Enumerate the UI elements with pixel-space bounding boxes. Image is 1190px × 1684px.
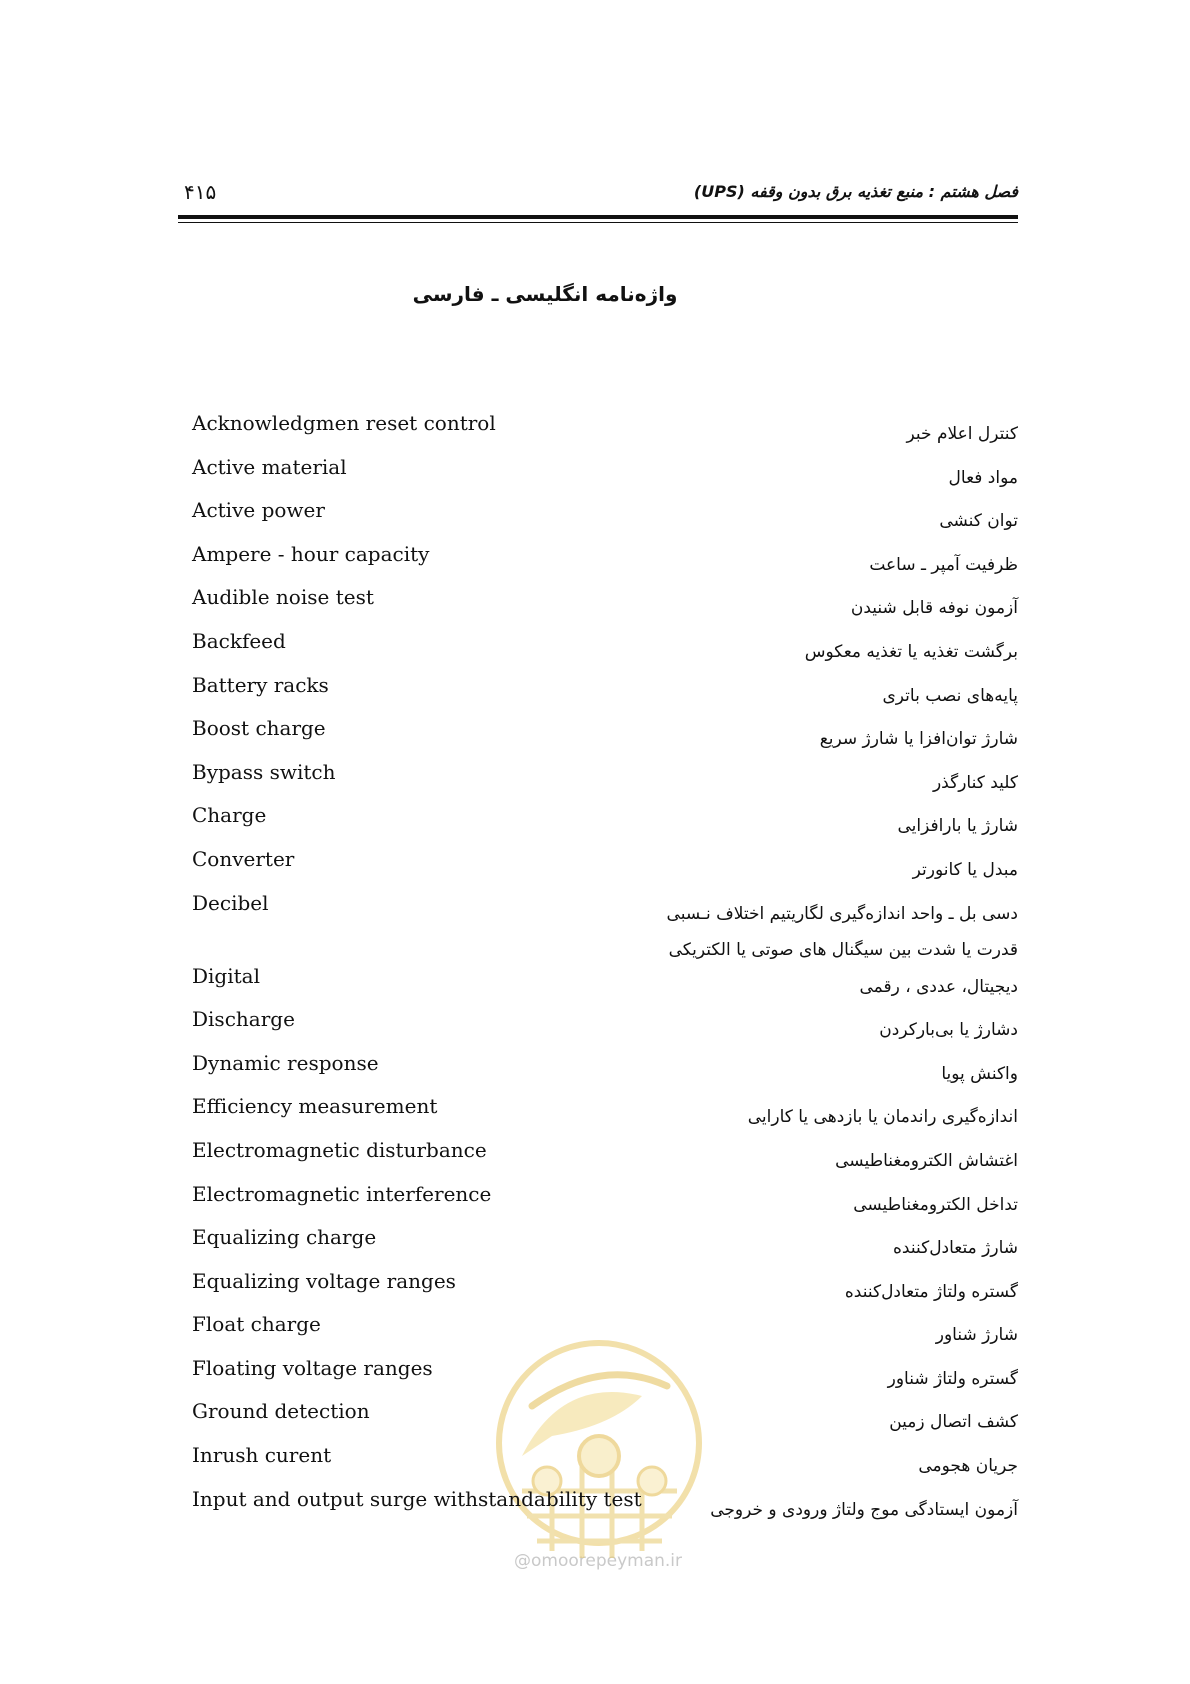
persian-term: کشف اتصال زمین (889, 1412, 1018, 1433)
english-term: Inrush curent (192, 1443, 332, 1468)
glossary-entry (192, 880, 1018, 960)
english-term: Ground detection (192, 1399, 370, 1424)
persian-term: برگشت تغذیه یا تغذیه معکوس (804, 641, 1018, 662)
english-term: Boost charge (192, 716, 326, 741)
english-term: Ampere - hour capacity (192, 541, 430, 566)
persian-term: کنترل اعلام خبر (906, 424, 1018, 444)
persian-term: آزمون ایستادگی موج ولتاژ ورودی و خروجی (710, 1499, 1018, 1520)
persian-term: تداخل الکترومغناطیسی (853, 1194, 1018, 1215)
glossary-title: واژه‌نامه انگلیسی ـ فارسی (412, 282, 678, 306)
english-term: Electromagnetic interference (192, 1181, 492, 1206)
persian-term: جریان هجومی (918, 1456, 1018, 1477)
english-term: Discharge (192, 1007, 295, 1032)
english-term: Battery racks (192, 672, 329, 697)
watermark-logo (492, 1336, 706, 1562)
header-rule-thick (178, 215, 1018, 219)
persian-term: کلید کنارگذر (932, 772, 1018, 793)
glossary-entry (192, 487, 1018, 531)
english-term: Electromagnetic disturbance (192, 1137, 487, 1162)
persian-term: توان کنشی (939, 511, 1018, 532)
english-term: Acknowledgmen reset control (192, 411, 496, 435)
persian-term: اغتشاش الکترومغناطیسی (835, 1150, 1018, 1171)
persian-term: مبدل یا کانورتر (912, 859, 1018, 880)
english-term: Input and output surge withstandability test (192, 1486, 642, 1511)
persian-term: شارژ شناور (935, 1325, 1018, 1346)
english-term: Floating voltage ranges (192, 1355, 433, 1380)
english-term: Decibel (192, 890, 269, 915)
persian-term: ظرفیت آمپر ـ ساعت (869, 554, 1018, 575)
english-term: Active power (192, 498, 325, 523)
persian-term: دسی بل ـ واحد اندازه‌گیری لگاریتیم اختلاف نـسبی قدرت یا شدت بین سیگنال های صوتی یا الکتریکی (666, 903, 1018, 960)
persian-term: دیجیتال، عددی ، رقمی (859, 976, 1018, 997)
page-number: ۴۱۵ (184, 180, 217, 204)
english-term: Dynamic response (192, 1050, 379, 1075)
english-term: Equalizing voltage ranges (192, 1268, 456, 1293)
glossary-entry (192, 1083, 1018, 1127)
page-header (178, 180, 1018, 210)
english-term: Converter (192, 846, 295, 871)
english-term: Audible noise test (192, 585, 374, 610)
glossary-entry (192, 400, 1018, 444)
english-term: Backfeed (192, 628, 286, 653)
persian-term: مواد فعال (948, 467, 1018, 488)
persian-term: گستره ولتاژ شناور (887, 1368, 1018, 1389)
persian-term: شارژ توان‌افزا یا شارژ سریع (819, 729, 1018, 750)
header-rule-thin (178, 222, 1018, 223)
glossary-entry (192, 444, 1018, 488)
english-term: Digital (192, 963, 260, 988)
glossary-entry (192, 836, 1018, 880)
persian-term: دشارژ یا بی‌بارکردن (879, 1020, 1018, 1041)
persian-term: واکنش پویا (941, 1063, 1018, 1084)
glossary-entry (192, 531, 1018, 575)
watermark-site: @omoorepeyman.ir (513, 1551, 683, 1571)
english-term: Charge (192, 803, 267, 828)
english-term: Bypass switch (192, 759, 336, 784)
persian-term: شارژ متعادل‌کننده (893, 1238, 1018, 1259)
persian-term: آزمون نوفه قابل شنیدن (850, 598, 1018, 619)
english-term: Efficiency measurement (192, 1094, 438, 1119)
english-term: Active material (192, 454, 347, 479)
english-term: Float charge (192, 1312, 321, 1337)
english-term: Equalizing charge (192, 1225, 377, 1250)
persian-term: اندازه‌گیری راندمان یا بازدهی یا کارایی (747, 1107, 1018, 1128)
persian-term: گستره ولتاژ متعادل‌کننده (844, 1281, 1018, 1302)
glossary-entry (192, 792, 1018, 836)
persian-term: پایه‌های نصب باتری (882, 685, 1018, 706)
chapter-title: فصل هشتم : منبع تغذیه برق بدون وقفه (UPS) (693, 182, 1018, 201)
persian-term: شارژ یا بارافزایی (897, 816, 1018, 837)
